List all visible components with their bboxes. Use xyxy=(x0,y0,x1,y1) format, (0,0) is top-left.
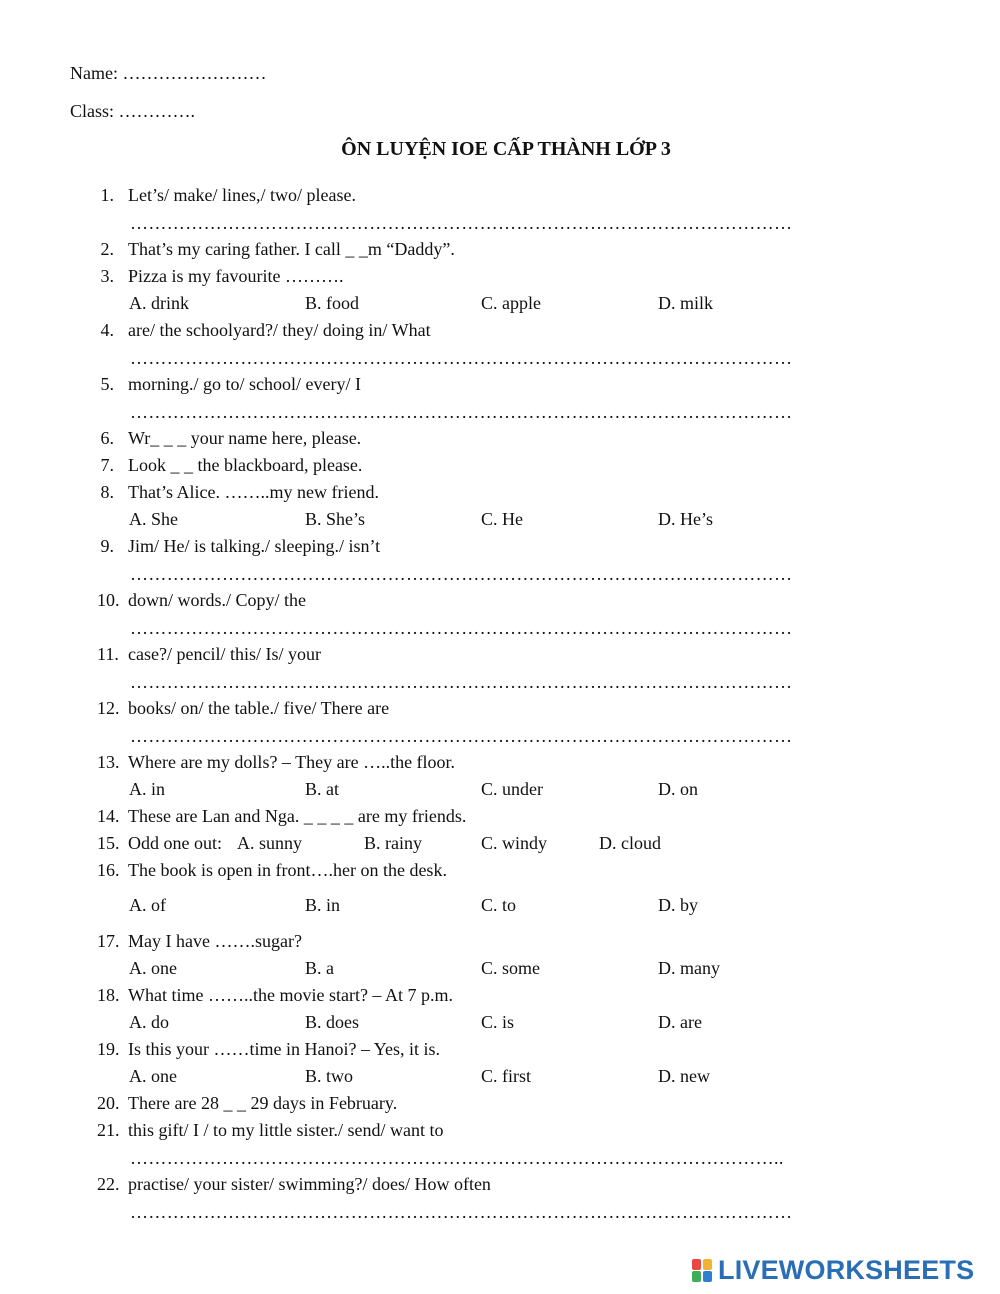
question-text: Is this your ……time in Hanoi? – Yes, it is. xyxy=(128,1039,441,1059)
option-c[interactable]: C. first xyxy=(481,1066,532,1086)
option-d[interactable]: D. by xyxy=(658,895,698,915)
option-c[interactable]: C. some xyxy=(481,958,541,978)
option-b[interactable]: B. rainy xyxy=(364,833,422,853)
question-number: 20. xyxy=(97,1093,120,1113)
question-number: 10. xyxy=(97,590,120,610)
option-d[interactable]: D. He’s xyxy=(658,509,713,529)
question-text: books/ on/ the table./ five/ There are xyxy=(128,698,390,718)
question-text: That’s Alice. ……..my new friend. xyxy=(128,482,379,502)
logo-block-blue xyxy=(703,1271,712,1282)
question-text: Odd one out: xyxy=(128,833,222,853)
question-text[interactable]: Wr_ _ _ your name here, please. xyxy=(128,428,362,448)
question-number: 19. xyxy=(97,1039,120,1059)
liveworksheets-logo-icon xyxy=(692,1257,714,1283)
question-text[interactable]: There are 28 _ _ 29 days in February. xyxy=(128,1093,398,1113)
question-number: 21. xyxy=(97,1120,120,1140)
question-text: May I have …….sugar? xyxy=(128,931,302,951)
question-number: 6. xyxy=(100,428,114,448)
question-text: Let’s/ make/ lines,/ two/ please. xyxy=(128,185,356,205)
question-text: case?/ pencil/ this/ Is/ your xyxy=(128,644,321,664)
option-a[interactable]: A. of xyxy=(129,895,166,915)
option-b[interactable]: B. food xyxy=(305,293,359,313)
option-b[interactable]: B. two xyxy=(305,1066,354,1086)
option-c[interactable]: C. He xyxy=(481,509,523,529)
question-text: Jim/ He/ is talking./ sleeping./ isn’t xyxy=(128,536,381,556)
question-number: 5. xyxy=(100,374,114,394)
answer-line-1[interactable]: ……………………………………………………………………………………………… xyxy=(130,213,793,233)
option-c[interactable]: C. to xyxy=(481,895,517,915)
question-text: The book is open in front….her on the desk. xyxy=(128,860,447,880)
question-text: morning./ go to/ school/ every/ I xyxy=(128,374,361,394)
answer-line-9[interactable]: ……………………………………………………………………………………………… xyxy=(130,564,793,584)
question-number: 3. xyxy=(100,266,114,286)
option-a[interactable]: A. She xyxy=(129,509,178,529)
answer-line-22[interactable]: ……………………………………………………………………………………………… xyxy=(130,1202,793,1222)
option-a[interactable]: A. do xyxy=(129,1012,169,1032)
option-b[interactable]: B. at xyxy=(305,779,339,799)
question-text: What time ……..the movie start? – At 7 p.m. xyxy=(128,985,453,1005)
option-b[interactable]: B. a xyxy=(305,958,334,978)
option-c[interactable]: C. under xyxy=(481,779,543,799)
question-number: 11. xyxy=(97,644,119,664)
answer-line-21[interactable]: …………………………………………………………………………………………….. xyxy=(130,1148,784,1168)
worksheet-title: ÔN LUYỆN IOE CẤP THÀNH LỚP 3 xyxy=(341,138,671,160)
answer-line-5[interactable]: ……………………………………………………………………………………………… xyxy=(130,402,793,422)
question-number: 8. xyxy=(100,482,114,502)
option-b[interactable]: B. in xyxy=(305,895,341,915)
liveworksheets-logo-text: LIVEWORKSHEETS xyxy=(718,1254,975,1285)
option-c[interactable]: C. is xyxy=(481,1012,515,1032)
option-a[interactable]: A. sunny xyxy=(237,833,303,853)
question-text: Pizza is my favourite ………. xyxy=(128,266,344,286)
option-b[interactable]: B. She’s xyxy=(305,509,366,529)
option-a[interactable]: A. drink xyxy=(129,293,189,313)
option-a[interactable]: A. in xyxy=(129,779,165,799)
question-number: 2. xyxy=(100,239,114,259)
question-number: 15. xyxy=(97,833,120,853)
option-a[interactable]: A. one xyxy=(129,958,177,978)
liveworksheets-logo xyxy=(692,1254,974,1286)
question-number: 18. xyxy=(97,985,120,1005)
option-c[interactable]: C. windy xyxy=(481,833,548,853)
question-number: 4. xyxy=(100,320,114,340)
option-d[interactable]: D. on xyxy=(658,779,698,799)
question-text: Where are my dolls? – They are …..the floor. xyxy=(128,752,456,772)
class-field-label: Class: …………. xyxy=(70,101,196,121)
question-number: 1. xyxy=(100,185,114,205)
answer-line-12[interactable]: ……………………………………………………………………………………………… xyxy=(130,726,793,746)
question-text: are/ the schoolyard?/ they/ doing in/ What xyxy=(128,320,431,340)
answer-line-11[interactable]: ……………………………………………………………………………………………… xyxy=(130,672,793,692)
answer-line-4[interactable]: ……………………………………………………………………………………………… xyxy=(130,348,793,368)
option-d[interactable]: D. cloud xyxy=(599,833,661,853)
question-number: 17. xyxy=(97,931,120,951)
question-number: 13. xyxy=(97,752,120,772)
question-text[interactable]: Look _ _ the blackboard, please. xyxy=(128,455,363,475)
question-number: 14. xyxy=(97,806,120,826)
question-text: down/ words./ Copy/ the xyxy=(128,590,306,610)
question-text[interactable]: That’s my caring father. I call _ _m “Daddy”. xyxy=(128,239,455,259)
question-text[interactable]: These are Lan and Nga. _ _ _ _ are my friends. xyxy=(128,806,467,826)
option-d[interactable]: D. many xyxy=(658,958,720,978)
question-number: 22. xyxy=(97,1174,120,1194)
logo-block-green xyxy=(692,1271,701,1282)
question-text: this gift/ I / to my little sister./ send/ want to xyxy=(128,1120,444,1140)
logo-block-red xyxy=(692,1259,701,1270)
option-b[interactable]: B. does xyxy=(305,1012,359,1032)
question-number: 16. xyxy=(97,860,120,880)
option-a[interactable]: A. one xyxy=(129,1066,177,1086)
logo-block-yellow xyxy=(703,1259,712,1270)
option-c[interactable]: C. apple xyxy=(481,293,541,313)
option-d[interactable]: D. milk xyxy=(658,293,714,313)
question-number: 7. xyxy=(100,455,114,475)
question-number: 9. xyxy=(100,536,114,556)
name-field-label: Name: …………………… xyxy=(70,63,267,83)
answer-line-10[interactable]: ……………………………………………………………………………………………… xyxy=(130,618,793,638)
question-number: 12. xyxy=(97,698,120,718)
option-d[interactable]: D. new xyxy=(658,1066,710,1086)
option-d[interactable]: D. are xyxy=(658,1012,702,1032)
question-text: practise/ your sister/ swimming?/ does/ How often xyxy=(128,1174,491,1194)
